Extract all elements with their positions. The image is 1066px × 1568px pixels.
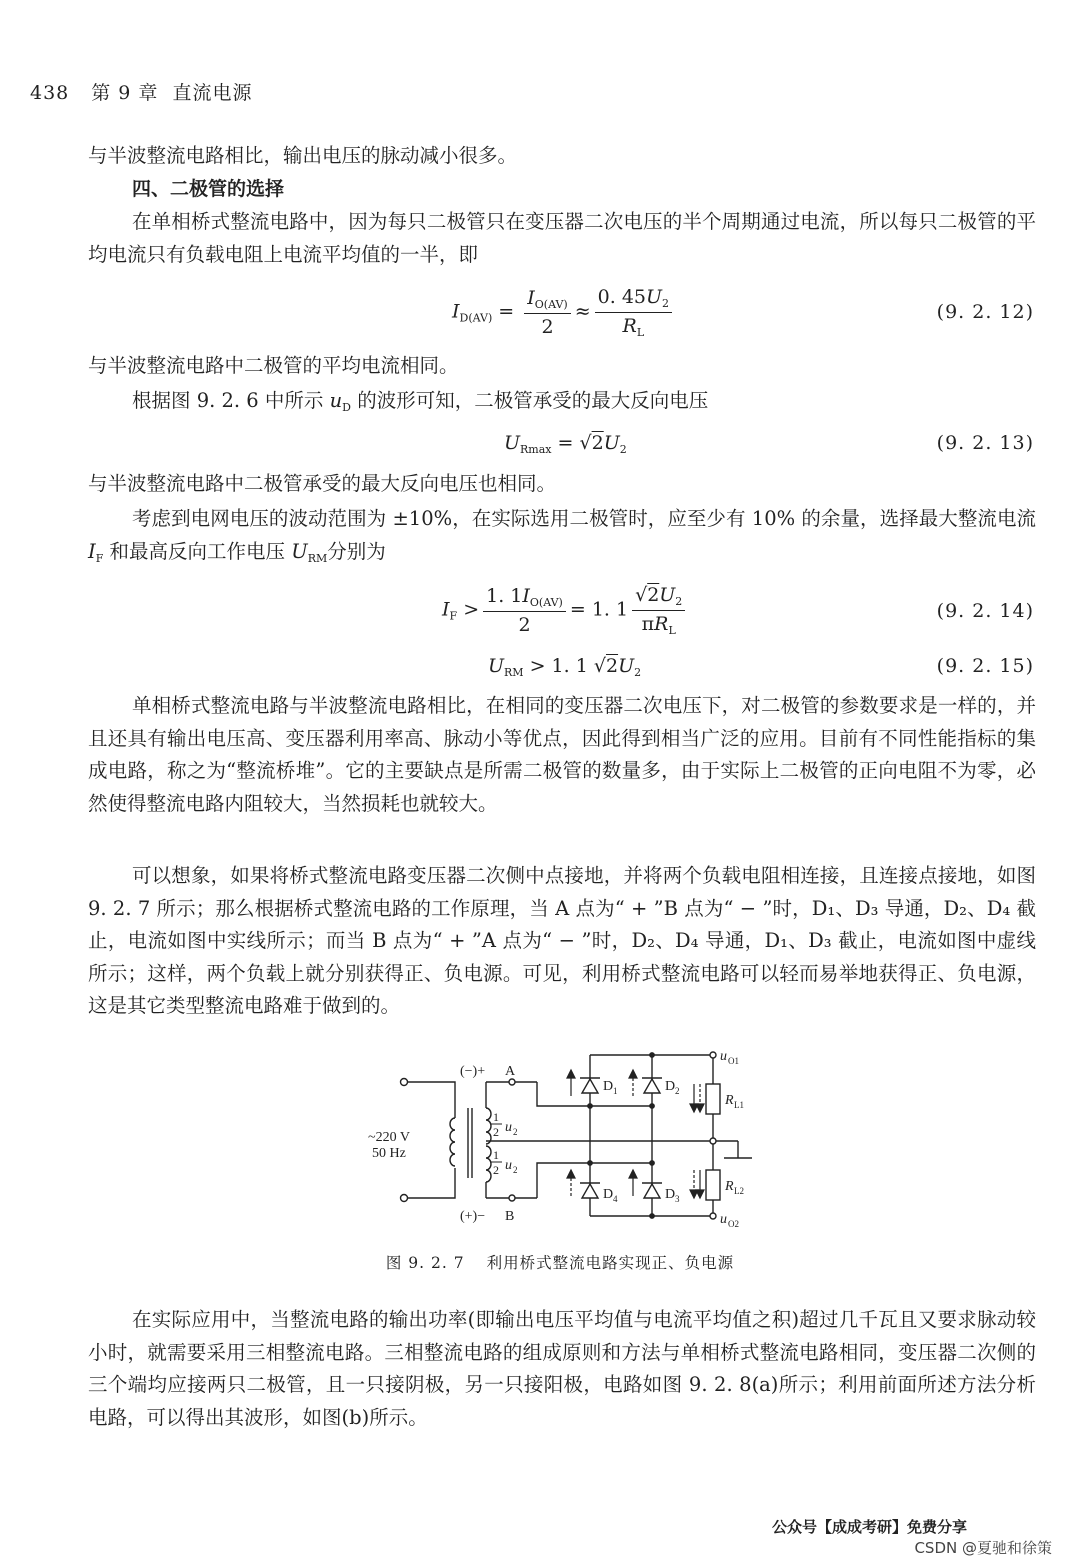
equation-9-2-13: $U_{Rmax} = √2U_2$ — [504, 432, 627, 456]
rl2-sub: L2 — [734, 1186, 744, 1196]
footer-promo: 公众号【成成考研】免费分享 — [772, 1518, 968, 1536]
equation-number-14: (9. 2. 14) — [936, 600, 1034, 622]
uo2-label: u — [720, 1212, 727, 1227]
figure-caption: 图 9. 2. 7 利用桥式整流电路实现正、负电源 — [385, 1254, 735, 1272]
paragraph-9: 在实际应用中，当整流电路的输出功率(即输出电压平均值与电流平均值之积)超过几千瓦且又要求脉动较小时，就需要采用三相整流电路。三相整流电路的组成原则和方法与单相桥式整流电路相同，变压器二次侧的三个端均应接两只二极管，且一只接阴极，另一只接阳极，电路如图 9. 2. 8(a)所示；利用前面所述方法分析电路，可以得出其波形，如图(b)所示。 — [88, 1308, 1036, 1429]
equation-9-2-15: $U_{RM} > 1$. 1 $√2U_2$ — [488, 655, 642, 679]
diode-d1-symbol — [582, 1079, 598, 1093]
rl2-label: R — [725, 1179, 734, 1194]
chapter-label: 第 9 章 — [91, 82, 159, 104]
equation-number-15: (9. 2. 15) — [936, 655, 1034, 677]
paragraph-3: 与半波整流电路中二极管的平均电流相同。 — [88, 354, 459, 377]
equation-number-12: (9. 2. 12) — [936, 301, 1034, 323]
d4-label: D — [603, 1187, 614, 1202]
d2-label: D — [665, 1079, 676, 1094]
node-a-label: A — [505, 1064, 516, 1079]
section-heading: 四、二极管的选择 — [132, 178, 285, 200]
rl1-sub: L1 — [734, 1100, 744, 1110]
half-num-1: 1 — [493, 1110, 499, 1124]
d3-sub: 3 — [675, 1194, 680, 1204]
bottom-polarity-label: (+)− — [460, 1209, 486, 1224]
diode-d3-symbol — [644, 1184, 660, 1198]
uo1-sub: O1 — [728, 1056, 739, 1066]
equation-9-2-12: $I_{D(AV)}$ = $\frac{I_{O(AV)}}{2}$ ≈ $\frac{0. 45U_2}{R_L}$ — [452, 286, 676, 339]
d3-label: D — [665, 1187, 676, 1202]
d1-label: D — [603, 1079, 614, 1094]
paragraph-4: 根据图 9. 2. 6 中所示 $u_D$ 的波形可知，二极管承受的最大反向电压 — [132, 389, 709, 414]
paragraph-1: 与半波整流电路相比，输出电压的脉动减小很多。 — [88, 144, 518, 167]
half-num-2: 1 — [493, 1148, 499, 1162]
u2-lower: u — [505, 1158, 512, 1173]
uo2-sub: O2 — [728, 1219, 739, 1229]
diode-d2-symbol — [644, 1079, 660, 1093]
page-number: 438 — [30, 82, 70, 104]
u2-lower-sub: 2 — [513, 1165, 518, 1175]
source-voltage-label: ~220 V — [368, 1130, 410, 1145]
paragraph-6: 考虑到电网电压的波动范围为 ±10%，在实际选用二极管时，应至少有 10% 的余量，选择最大整流电流 $I_F$ 和最高反向工作电压 $U_{RM}$分别为 — [88, 507, 1036, 565]
footer-watermark: CSDN @夏驰和徐策 — [914, 1539, 1052, 1557]
d2-sub: 2 — [675, 1086, 680, 1096]
paragraph-5: 与半波整流电路中二极管承受的最大反向电压也相同。 — [88, 472, 557, 495]
paragraph-2: 在单相桥式整流电路中，因为每只二极管只在变压器二次电压的半个周期通过电流，所以每只二极管的平均电流只有负载电阻上电流平均值的一半，即 — [88, 210, 1036, 266]
source-freq-label: 50 Hz — [372, 1146, 406, 1161]
d4-sub: 4 — [613, 1194, 618, 1204]
d1-sub: 1 — [613, 1086, 618, 1096]
diode-d4-symbol — [582, 1184, 598, 1198]
equation-number-13: (9. 2. 13) — [936, 432, 1034, 454]
u2-upper-sub: 2 — [513, 1127, 518, 1137]
top-polarity-label: (−)+ — [460, 1064, 486, 1079]
half-den-2: 2 — [493, 1163, 499, 1177]
uo1-label: u — [720, 1049, 727, 1064]
u2-upper: u — [505, 1120, 512, 1135]
paragraph-7: 单相桥式整流电路与半波整流电路相比，在相同的变压器二次电压下，对二极管的参数要求是一样的，并且还具有输出电压高、变压器利用率高、脉动小等优点，因此得到相当广泛的应用。目前有不同性能指标的集成电路，称之为“整流桥堆”。它的主要缺点是所需二极管的数量多，由于实际上二极管的正向电阻不为零，必然使得整流电路内阻较大，当然损耗也就较大。 — [88, 694, 1036, 815]
node-b-label: B — [505, 1209, 515, 1224]
paragraph-8: 可以想象，如果将桥式整流电路变压器二次侧中点接地，并将两个负载电阻相连接，且连接点接地，如图 9. 2. 7 所示；那么根据桥式整流电路的工作原理，当 A 点为“ + ”B 点为“ − ”时，D₁、D₃ 导通，D₂、D₄ 截止，电流如图中实线所示；而当 B 点为“ + ”A 点为“ − ”时，D₂、D₄ 导通，D₁、D₃ 截止，电流如图中虚线所示；这样，两个负载上就分别获得正、负电源。可见，利用桥式整流电路可以轻而易举地获得正、负电源，这是其它类型整流电路难于做到的。 — [88, 864, 1036, 1017]
rl1-label: R — [725, 1093, 734, 1108]
half-den-1: 2 — [493, 1125, 499, 1139]
chapter-title: 直流电源 — [172, 82, 253, 104]
equation-9-2-14: $I_F$ > $\frac{1. 1I_{O(AV)}}{2}$ = 1. 1 $\frac{√2U_2}{\pi R_L}$ — [442, 584, 689, 637]
